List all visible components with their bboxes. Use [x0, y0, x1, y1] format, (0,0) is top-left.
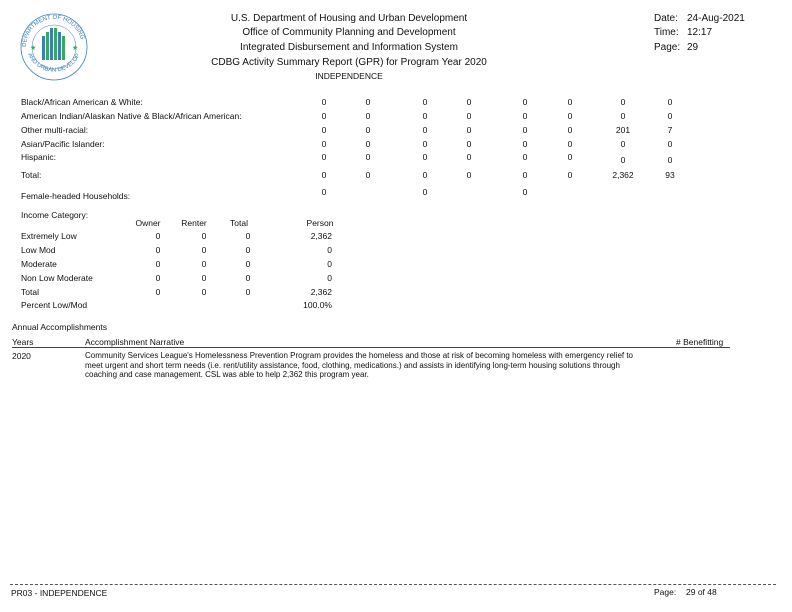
race-cell: 0	[620, 97, 626, 107]
grantee-name: INDEPENDENCE	[315, 71, 383, 81]
race-row-label: Black/African American & White:	[21, 97, 143, 107]
race-cell: 0	[466, 152, 472, 162]
race-cell: 0	[522, 170, 528, 180]
income-cell: 0	[245, 259, 251, 269]
race-cell: 0	[567, 97, 573, 107]
race-cell: 0	[321, 111, 327, 121]
page-value: 29	[687, 42, 699, 53]
race-cell: 0	[365, 139, 371, 149]
col-benefitting: # Benefitting	[676, 337, 724, 347]
race-cell: 0	[365, 152, 371, 162]
race-row-label: Asian/Pacific Islander:	[21, 139, 105, 149]
percent-lowmod-value: 100.0%	[303, 300, 332, 310]
income-cell: 0	[155, 287, 161, 297]
race-cell: 7	[667, 125, 673, 135]
col-narrative: Accomplishment Narrative	[85, 337, 185, 347]
race-row-label: Hispanic:	[21, 152, 56, 162]
race-cell: 0	[620, 155, 626, 165]
income-cell: 0	[327, 259, 332, 269]
race-cell: 0	[321, 139, 327, 149]
date-value: 24-Aug-2021	[687, 13, 745, 24]
footer-report-id: PR03 - INDEPENDENCE	[11, 588, 108, 598]
race-cell: 201	[615, 125, 631, 135]
race-cell: 0	[567, 152, 573, 162]
accomplishments-header-rule	[12, 347, 730, 348]
race-cell: 0	[567, 170, 573, 180]
race-cell: 0	[567, 139, 573, 149]
race-cell: 0	[466, 97, 472, 107]
income-cell: 0	[155, 231, 161, 241]
income-cell: 0	[245, 273, 251, 283]
race-cell: 0	[321, 97, 327, 107]
race-cell: 0	[567, 125, 573, 135]
race-cell: 0	[620, 111, 626, 121]
income-row-label: Non Low Moderate	[21, 273, 93, 283]
race-cell: 0	[667, 155, 673, 165]
race-cell: 0	[522, 97, 528, 107]
race-cell: 0	[422, 125, 428, 135]
race-cell: 0	[567, 111, 573, 121]
income-header-total: Total	[230, 218, 248, 228]
date-label: Date:	[654, 13, 678, 24]
race-cell: 0	[365, 97, 371, 107]
income-header-owner: Owner	[135, 218, 161, 228]
race-row-label: Other multi-racial:	[21, 125, 89, 135]
income-cell: 0	[245, 231, 251, 241]
income-row-label: Low Mod	[21, 245, 56, 255]
race-cell: 0	[422, 152, 428, 162]
race-cell: 0	[466, 170, 472, 180]
race-cell: 0	[667, 97, 673, 107]
income-cell: 0	[201, 245, 207, 255]
accomplishment-narrative: Community Services League's Homelessness Prevention Program provides the homeless and those at risk of becoming homeless with emergency relief to meet urgent and short term needs (i.e. rent/utility assistance, food, clothing, medications.) and assists in identifying long-term housing solutions through coaching and case management. CSL was able to help 2,362 this program year.	[85, 351, 634, 379]
accomplishment-year: 2020	[12, 351, 31, 361]
income-cell: 0	[201, 259, 207, 269]
percent-lowmod-label: Percent Low/Mod	[21, 300, 88, 310]
income-cell: 2,362	[310, 231, 332, 241]
time-value: 12:17	[687, 27, 713, 38]
race-cell: 0	[365, 170, 371, 180]
race-cell: 93	[665, 170, 675, 180]
race-cell: 0	[466, 111, 472, 121]
time-label: Time:	[654, 27, 679, 38]
income-cell: 0	[245, 245, 251, 255]
svg-text:★: ★	[30, 45, 37, 52]
svg-text:DEPARTMENT OF HOUSING: DEPARTMENT OF HOUSING	[21, 14, 85, 48]
race-cell: 0	[422, 111, 428, 121]
race-cell: 0	[466, 125, 472, 135]
income-row-label: Total	[21, 287, 39, 297]
race-cell: 0	[321, 125, 327, 135]
race-cell: 2,362	[612, 170, 634, 180]
race-cell: 0	[667, 139, 673, 149]
footer-page-label: Page:	[654, 587, 677, 597]
income-cell: 0	[155, 259, 161, 269]
income-cell: 0	[201, 231, 207, 241]
race-cell: 0	[620, 139, 626, 149]
col-years: Years	[12, 337, 34, 347]
footer-page-value: 29 of 48	[686, 587, 717, 597]
race-cell: 0	[522, 111, 528, 121]
race-row-label: American Indian/Alaskan Native & Black/African American:	[21, 111, 242, 121]
header-line-2: Office of Community Planning and Development	[242, 27, 456, 38]
income-cell: 0	[155, 273, 161, 283]
income-category-title: Income Category:	[21, 210, 89, 220]
income-cell: 0	[201, 273, 207, 283]
report-title: CDBG Activity Summary Report (GPR) for Program Year 2020	[211, 57, 487, 68]
race-cell: 0	[522, 139, 528, 149]
race-cell: 0	[522, 152, 528, 162]
race-cell: 0	[365, 125, 371, 135]
income-header-person: Person	[306, 218, 334, 228]
race-cell: 0	[422, 97, 428, 107]
accomplishments-title: Annual Accomplishments	[12, 322, 107, 332]
race-row-label: Total:	[21, 170, 42, 180]
income-cell: 0	[155, 245, 161, 255]
female-headed-renter: 0	[422, 187, 428, 197]
female-headed-label: Female-headed Households:	[21, 191, 131, 201]
hud-seal-logo	[14, 12, 94, 82]
race-cell: 0	[466, 139, 472, 149]
race-cell: 0	[667, 111, 673, 121]
footer-rule	[10, 584, 776, 585]
header-line-3: Integrated Disbursement and Information System	[240, 42, 458, 53]
income-cell: 2,362	[310, 287, 332, 297]
female-headed-total: 0	[522, 187, 528, 197]
header-line-1: U.S. Department of Housing and Urban Development	[230, 13, 468, 24]
svg-text:★: ★	[72, 45, 79, 52]
income-cell: 0	[245, 287, 251, 297]
income-row-label: Moderate	[21, 259, 57, 269]
race-cell: 0	[422, 170, 428, 180]
income-cell: 0	[201, 287, 207, 297]
female-headed-owner: 0	[321, 187, 327, 197]
income-header-renter: Renter	[181, 218, 207, 228]
page-label: Page:	[654, 42, 681, 53]
svg-text:AND URBAN DEVELOPMENT: AND URBAN DEVELOP	[26, 52, 82, 74]
race-cell: 0	[321, 170, 327, 180]
income-row-label: Extremely Low	[21, 231, 77, 241]
race-cell: 0	[422, 139, 428, 149]
income-cell: 0	[327, 273, 332, 283]
race-cell: 0	[522, 125, 528, 135]
race-cell: 0	[365, 111, 371, 121]
income-cell: 0	[327, 245, 332, 255]
race-cell: 0	[321, 152, 327, 162]
